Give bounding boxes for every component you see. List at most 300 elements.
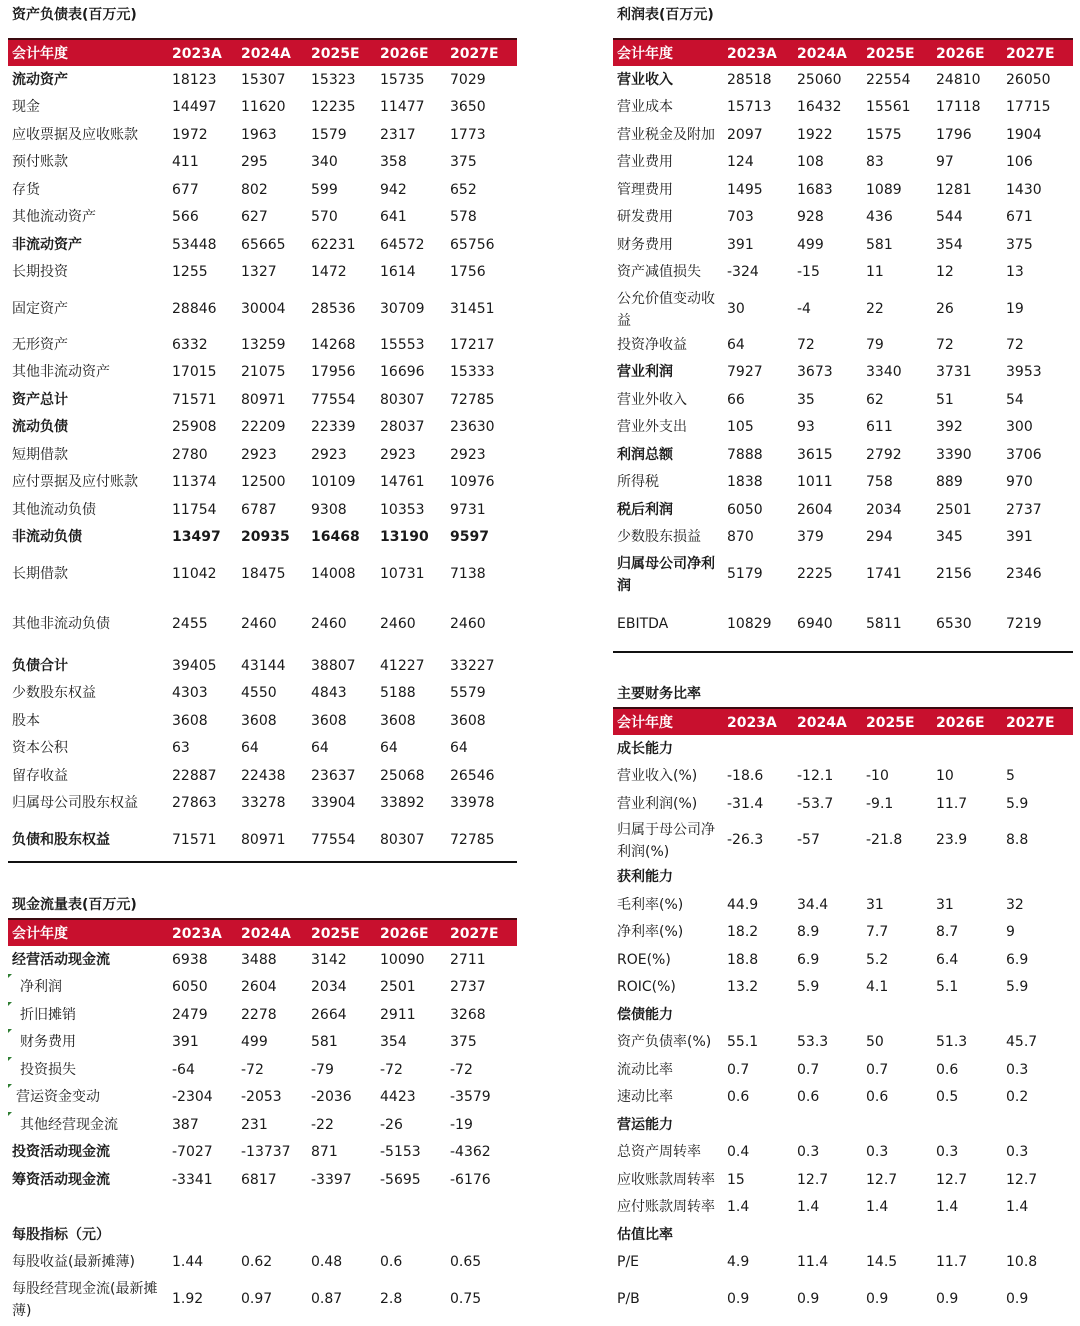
row-value: 1327 <box>241 264 277 280</box>
row-label: 研发费用 <box>617 209 673 225</box>
row-value: 1281 <box>936 182 972 198</box>
row-value: 72785 <box>450 392 495 408</box>
row-value: 3488 <box>241 952 277 968</box>
row-value: 599 <box>311 182 338 198</box>
row-value: 108 <box>797 154 824 170</box>
row-label: 毛利率(%) <box>617 897 684 913</box>
row-value: 13259 <box>241 337 286 353</box>
row-label: 净利率(%) <box>617 924 684 940</box>
row-value: 436 <box>866 209 893 225</box>
row-value: 41227 <box>380 658 425 674</box>
row-value: 80307 <box>380 392 425 408</box>
row-value: 6938 <box>172 952 208 968</box>
cell-marker-icon <box>8 1084 12 1088</box>
row-value: 7138 <box>450 566 486 582</box>
row-value: 14761 <box>380 474 425 490</box>
row-value: 2278 <box>241 1007 277 1023</box>
row-value: 0.62 <box>241 1254 273 1270</box>
income-statement-row <box>613 527 1073 547</box>
row-value: 5.9 <box>797 979 820 995</box>
row-value: 294 <box>866 529 893 545</box>
row-label: 营业收入 <box>617 72 673 88</box>
row-value: 6940 <box>797 616 833 632</box>
row-label: 短期借款 <box>12 447 68 463</box>
row-value: -79 <box>311 1062 334 1078</box>
row-value: 64 <box>380 740 398 756</box>
row-label: 留存收益 <box>12 768 68 784</box>
cash-flow-row <box>8 1142 517 1162</box>
row-value: 870 <box>727 529 754 545</box>
row-label: 总资产周转率 <box>617 1144 701 1160</box>
row-value: 34.4 <box>797 897 829 913</box>
row-value: 0.2 <box>1006 1089 1029 1105</box>
row-value: 581 <box>866 237 893 253</box>
row-label: 流动负债 <box>12 419 68 435</box>
row-value: 3608 <box>311 713 347 729</box>
row-value: 9597 <box>450 529 489 545</box>
row-value: 0.75 <box>450 1291 482 1307</box>
row-value: 703 <box>727 209 754 225</box>
row-value: 2317 <box>380 127 416 143</box>
row-label: 成长能力 <box>617 741 673 757</box>
row-value: 1972 <box>172 127 208 143</box>
balance-sheet-row <box>8 614 517 634</box>
header-label: 会计年度 <box>12 46 68 62</box>
row-value: 1579 <box>311 127 347 143</box>
row-value: 55.1 <box>727 1034 759 1050</box>
row-label: 每股收益(最新摊薄) <box>12 1254 135 1270</box>
ratios-row <box>613 977 1073 997</box>
row-value: 2346 <box>1006 566 1042 582</box>
row-value: -324 <box>727 264 759 280</box>
row-value: 15713 <box>727 99 772 115</box>
row-value: 12 <box>936 264 954 280</box>
row-label: 投资净收益 <box>617 337 687 353</box>
income-statement-title: 利润表(百万元) <box>617 7 714 23</box>
row-value: 566 <box>172 209 199 225</box>
row-value: 30004 <box>241 301 286 317</box>
income-statement-row <box>613 556 1073 594</box>
row-value: 4.1 <box>866 979 889 995</box>
row-value: 80307 <box>380 832 425 848</box>
row-value: 2604 <box>797 502 833 518</box>
row-value: 5.9 <box>1006 979 1029 995</box>
ratios-row <box>613 1197 1073 1217</box>
row-value: 2664 <box>311 1007 347 1023</box>
header-year: 2026E <box>380 926 429 942</box>
row-label: 少数股东损益 <box>617 529 701 545</box>
row-value: 0.65 <box>450 1254 482 1270</box>
row-value: 7.7 <box>866 924 889 940</box>
row-label: 偿债能力 <box>617 1007 673 1023</box>
row-value: 0.3 <box>936 1144 959 1160</box>
row-value: 1683 <box>797 182 833 198</box>
row-value: 0.7 <box>727 1062 750 1078</box>
row-value: 27863 <box>172 795 217 811</box>
row-value: 6.9 <box>1006 952 1029 968</box>
row-value: 11.7 <box>936 1254 968 1270</box>
row-value: 3953 <box>1006 364 1042 380</box>
row-value: -12.1 <box>797 768 834 784</box>
row-value: 24810 <box>936 72 981 88</box>
row-value: 578 <box>450 209 477 225</box>
row-value: 77554 <box>311 832 356 848</box>
row-value: 0.3 <box>1006 1144 1029 1160</box>
header-year: 2024A <box>241 926 291 942</box>
row-label: 营业成本 <box>617 99 673 115</box>
row-value: 33227 <box>450 658 495 674</box>
ratios-row <box>613 1005 1073 1025</box>
row-value: 12.7 <box>936 1172 968 1188</box>
row-value: 1.4 <box>727 1199 750 1215</box>
row-value: 802 <box>241 182 268 198</box>
row-label: 每股经营现金流(最新摊薄) <box>12 1281 158 1319</box>
row-value: 3608 <box>450 713 486 729</box>
row-value: 11754 <box>172 502 217 518</box>
row-value: 12.7 <box>797 1172 829 1188</box>
row-value: 6.4 <box>936 952 959 968</box>
row-label: 其他非流动资产 <box>12 364 110 380</box>
row-value: 3268 <box>450 1007 486 1023</box>
row-label: 现金 <box>12 99 40 115</box>
row-value: 2923 <box>241 447 277 463</box>
row-value: -26 <box>380 1117 403 1133</box>
row-label: ROE(%) <box>617 952 671 968</box>
row-value: 14268 <box>311 337 356 353</box>
row-label: 折旧摊销 <box>20 1007 76 1023</box>
row-value: 4423 <box>380 1089 416 1105</box>
row-value: 1773 <box>450 127 486 143</box>
row-value: 51.3 <box>936 1034 968 1050</box>
row-label: 负债合计 <box>12 658 68 674</box>
row-value: -72 <box>241 1062 264 1078</box>
row-value: 64 <box>727 337 745 353</box>
row-value: 570 <box>311 209 338 225</box>
row-value: 2156 <box>936 566 972 582</box>
row-value: 17956 <box>311 364 356 380</box>
row-value: 8.7 <box>936 924 959 940</box>
header-year: 2025E <box>866 715 915 731</box>
row-value: -57 <box>797 832 820 848</box>
header-year: 2023A <box>727 715 777 731</box>
row-value: 28518 <box>727 72 772 88</box>
header-year: 2024A <box>797 715 847 731</box>
row-value: 6530 <box>936 616 972 632</box>
ratios-row <box>613 1225 1073 1245</box>
balance-sheet-row <box>8 97 517 117</box>
row-label: 无形资产 <box>12 337 68 353</box>
row-value: 354 <box>380 1034 407 1050</box>
balance-sheet-bottom-rule <box>8 861 517 863</box>
row-value: 11.7 <box>936 796 968 812</box>
row-label: 利润总额 <box>617 447 673 463</box>
row-value: 66 <box>727 392 745 408</box>
balance-sheet-row <box>8 70 517 90</box>
row-value: 31 <box>866 897 884 913</box>
row-value: 3340 <box>866 364 902 380</box>
balance-sheet-row <box>8 738 517 758</box>
row-value: 5188 <box>380 685 416 701</box>
row-value: 3608 <box>241 713 277 729</box>
row-label: 营运资金变动 <box>16 1089 100 1105</box>
row-value: -4 <box>797 301 811 317</box>
row-value: 2923 <box>311 447 347 463</box>
row-value: 1.44 <box>172 1254 204 1270</box>
cash-flow-row <box>8 1087 517 1107</box>
row-value: 379 <box>797 529 824 545</box>
row-label: 资本公积 <box>12 740 68 756</box>
balance-sheet-row <box>8 207 517 227</box>
row-value: 1614 <box>380 264 416 280</box>
income-statement-row <box>613 472 1073 492</box>
row-value: 375 <box>1006 237 1033 253</box>
row-value: 2097 <box>727 127 763 143</box>
balance-sheet-row <box>8 390 517 410</box>
row-label: 财务费用 <box>617 237 673 253</box>
row-value: 6050 <box>172 979 208 995</box>
row-value: 11042 <box>172 566 217 582</box>
row-value: 15553 <box>380 337 425 353</box>
row-label: 应收票据及应收账款 <box>12 127 138 143</box>
row-value: 10731 <box>380 566 425 582</box>
row-value: -9.1 <box>866 796 894 812</box>
row-value: 0.6 <box>727 1089 750 1105</box>
row-value: 4.9 <box>727 1254 750 1270</box>
row-value: 53.3 <box>797 1034 829 1050</box>
income-statement-row <box>613 417 1073 437</box>
row-value: 10.8 <box>1006 1254 1038 1270</box>
row-value: 22339 <box>311 419 356 435</box>
row-value: 942 <box>380 182 407 198</box>
header-year: 2024A <box>797 46 847 62</box>
row-value: 677 <box>172 182 199 198</box>
row-value: 3731 <box>936 364 972 380</box>
row-label: 流动比率 <box>617 1062 673 1078</box>
row-value: 652 <box>450 182 477 198</box>
row-value: 375 <box>450 1034 477 1050</box>
row-value: 31451 <box>450 301 495 317</box>
header-year: 2024A <box>241 46 291 62</box>
header-year: 2027E <box>450 926 499 942</box>
row-value: 63 <box>172 740 190 756</box>
balance-sheet-row <box>8 362 517 382</box>
row-value: 2711 <box>450 952 486 968</box>
cash-flow-row <box>8 950 517 970</box>
income-statement-row <box>613 614 1073 634</box>
row-value: 15307 <box>241 72 286 88</box>
row-value: 13190 <box>380 529 429 545</box>
row-label: P/E <box>617 1254 640 1270</box>
row-value: 2923 <box>380 447 416 463</box>
row-value: 2780 <box>172 447 208 463</box>
row-value: 33892 <box>380 795 425 811</box>
row-value: 295 <box>241 154 268 170</box>
row-label: 固定资产 <box>12 301 68 317</box>
row-label: 其他非流动负债 <box>12 616 110 632</box>
row-value: 928 <box>797 209 824 225</box>
row-value: 22 <box>866 301 884 317</box>
row-label: 负债和股东权益 <box>12 832 110 848</box>
row-value: 0.6 <box>866 1089 889 1105</box>
row-value: 33278 <box>241 795 286 811</box>
row-value: 0.87 <box>311 1291 343 1307</box>
row-value: 11 <box>866 264 884 280</box>
income-statement-row <box>613 262 1073 282</box>
row-value: 72 <box>797 337 815 353</box>
row-value: 25068 <box>380 768 425 784</box>
row-value: 0.3 <box>797 1144 820 1160</box>
balance-sheet-row <box>8 445 517 465</box>
ratios-row <box>613 1060 1073 1080</box>
row-value: 2501 <box>380 979 416 995</box>
row-value: -10 <box>866 768 889 784</box>
row-value: 0.6 <box>936 1062 959 1078</box>
row-value: 32 <box>1006 897 1024 913</box>
row-value: 0.97 <box>241 1291 273 1307</box>
row-label: 投资活动现金流 <box>12 1144 110 1160</box>
row-value: 3608 <box>380 713 416 729</box>
row-value: 1495 <box>727 182 763 198</box>
row-value: 300 <box>1006 419 1033 435</box>
row-value: 2911 <box>380 1007 416 1023</box>
row-value: 6817 <box>241 1172 277 1188</box>
ratios-row <box>613 1142 1073 1162</box>
row-value: 391 <box>172 1034 199 1050</box>
row-value: 1741 <box>866 566 902 582</box>
row-value: 354 <box>936 237 963 253</box>
cash-flow-row <box>8 1032 517 1052</box>
row-value: 18.8 <box>727 952 759 968</box>
row-value: -72 <box>450 1062 473 1078</box>
row-value: 12.7 <box>1006 1172 1038 1188</box>
row-value: 340 <box>311 154 338 170</box>
cash-flow-header <box>8 918 517 946</box>
row-value: 33904 <box>311 795 356 811</box>
row-value: 1472 <box>311 264 347 280</box>
row-label: 公允价值变动收益 <box>617 291 715 329</box>
income-statement-bottom-rule <box>613 651 1073 653</box>
row-value: 22438 <box>241 768 286 784</box>
row-value: -72 <box>380 1062 403 1078</box>
row-value: 2455 <box>172 616 208 632</box>
row-value: 26 <box>936 301 954 317</box>
row-value: 2604 <box>241 979 277 995</box>
row-value: -7027 <box>172 1144 213 1160</box>
income-statement-row <box>613 70 1073 90</box>
row-value: 13 <box>1006 264 1024 280</box>
row-value: 2.8 <box>380 1291 403 1307</box>
income-statement-row <box>613 180 1073 200</box>
row-value: 7927 <box>727 364 763 380</box>
header-label: 会计年度 <box>617 715 673 731</box>
row-value: 72785 <box>450 832 495 848</box>
row-value: 19 <box>1006 301 1024 317</box>
row-value: 2923 <box>450 447 486 463</box>
balance-sheet-row <box>8 299 517 319</box>
row-value: 30709 <box>380 301 425 317</box>
balance-sheet-title: 资产负债表(百万元) <box>12 7 137 23</box>
row-value: 28536 <box>311 301 356 317</box>
row-value: 39405 <box>172 658 217 674</box>
row-label: 资产负债率(%) <box>617 1034 712 1050</box>
row-value: 17118 <box>936 99 981 115</box>
row-value: 5811 <box>866 616 902 632</box>
row-value: 1.4 <box>936 1199 959 1215</box>
header-year: 2027E <box>1006 46 1055 62</box>
row-value: 758 <box>866 474 893 490</box>
row-value: 93 <box>797 419 815 435</box>
row-value: 17015 <box>172 364 217 380</box>
row-value: 392 <box>936 419 963 435</box>
row-value: 12.7 <box>866 1172 898 1188</box>
cash-flow-row <box>8 1005 517 1025</box>
row-value: 9308 <box>311 502 347 518</box>
row-value: 1255 <box>172 264 208 280</box>
row-value: 0.7 <box>797 1062 820 1078</box>
row-value: -2053 <box>241 1089 282 1105</box>
row-value: 7029 <box>450 72 486 88</box>
income-statement-header <box>613 38 1073 66</box>
row-value: 30 <box>727 301 745 317</box>
row-value: 23637 <box>311 768 356 784</box>
row-label: 估值比率 <box>617 1227 673 1243</box>
row-label: 少数股东权益 <box>12 685 96 701</box>
row-value: -4362 <box>450 1144 491 1160</box>
row-value: -19 <box>450 1117 473 1133</box>
row-label: 应收账款周转率 <box>617 1172 715 1188</box>
ratios-row <box>613 1115 1073 1135</box>
cash-flow-row <box>8 1115 517 1135</box>
row-value: 1430 <box>1006 182 1042 198</box>
row-value: 1796 <box>936 127 972 143</box>
row-value: 7219 <box>1006 616 1042 632</box>
row-value: 26546 <box>450 768 495 784</box>
row-value: 64572 <box>380 237 425 253</box>
header-year: 2026E <box>936 46 985 62</box>
row-value: 499 <box>797 237 824 253</box>
row-label: 营业外收入 <box>617 392 687 408</box>
cell-marker-icon <box>8 1029 12 1033</box>
ratios-row <box>613 1289 1073 1309</box>
header-year: 2027E <box>450 46 499 62</box>
row-value: 10976 <box>450 474 495 490</box>
row-label: P/B <box>617 1291 640 1307</box>
row-value: 0.9 <box>1006 1291 1029 1307</box>
row-value: 64 <box>241 740 259 756</box>
row-value: 31 <box>936 897 954 913</box>
ratios-row <box>613 766 1073 786</box>
row-value: 5.9 <box>1006 796 1029 812</box>
row-value: 6050 <box>727 502 763 518</box>
per-share-row <box>8 1281 517 1319</box>
row-value: 0.9 <box>727 1291 750 1307</box>
row-value: 1922 <box>797 127 833 143</box>
row-value: 4843 <box>311 685 347 701</box>
income-statement-row <box>613 207 1073 227</box>
income-statement-row <box>613 390 1073 410</box>
balance-sheet-row <box>8 793 517 813</box>
balance-sheet-row <box>8 564 517 584</box>
row-value: 106 <box>1006 154 1033 170</box>
row-value: -2304 <box>172 1089 213 1105</box>
balance-sheet-row <box>8 417 517 437</box>
row-label: 所得税 <box>617 474 659 490</box>
row-label: 投资损失 <box>20 1062 76 1078</box>
row-value: 581 <box>311 1034 338 1050</box>
row-value: -31.4 <box>727 796 764 812</box>
ratios-row <box>613 1087 1073 1107</box>
row-value: 0.9 <box>866 1291 889 1307</box>
